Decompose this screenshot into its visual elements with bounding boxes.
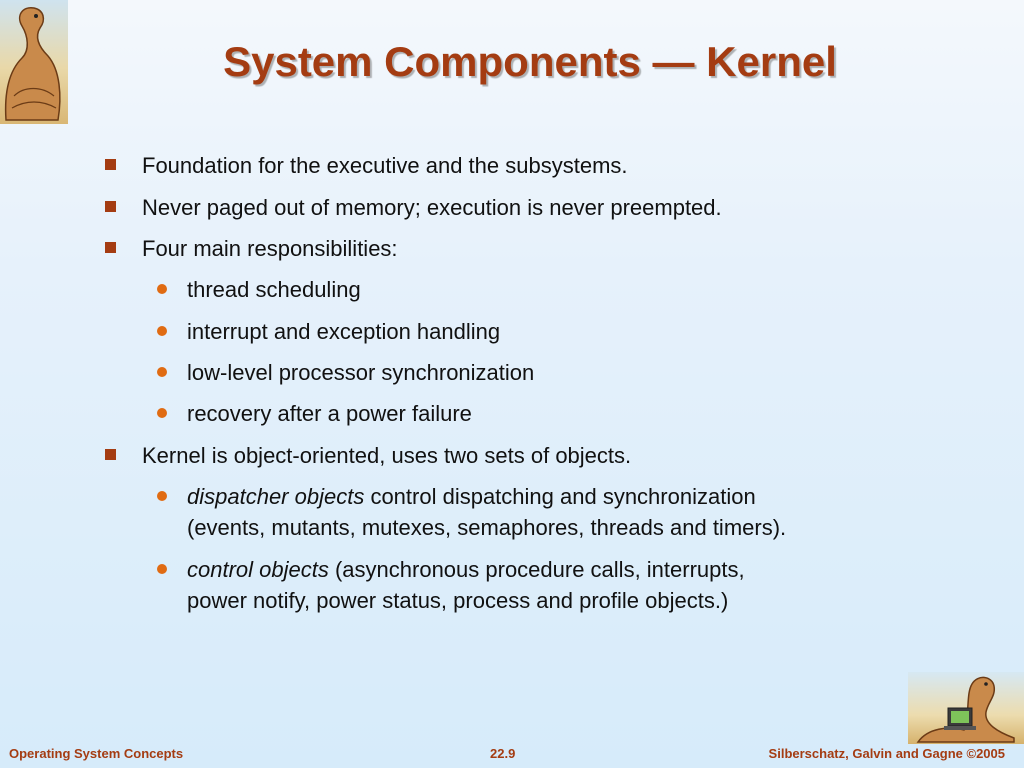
text-control-line2: power notify, power status, process and profile objects.) [187, 588, 729, 613]
text-dispatcher-rest: control dispatching and synchronization [364, 484, 756, 509]
sub-bullet-item: low-level processor synchronization [187, 357, 534, 388]
bullet-item: Foundation for the executive and the subsystems. [142, 150, 628, 181]
sub-bullet-item: recovery after a power failure [187, 398, 472, 429]
footer-copyright: Silberschatz, Galvin and Gagne ©2005 [768, 746, 1005, 761]
text-control-rest: (asynchronous procedure calls, interrupts, [328, 557, 745, 582]
term-control-objects: control objects [187, 557, 329, 582]
slide-title: System Components — Kernel [223, 38, 837, 85]
sub-bullet-control-objects [187, 554, 745, 616]
sub-bullet-item: interrupt and exception handling [187, 316, 500, 347]
dinosaur-laptop-logo [908, 672, 1024, 744]
bullet-item: Four main responsibilities: [142, 233, 398, 264]
term-dispatcher-objects: dispatcher objects [187, 484, 365, 509]
footer-slide-number: 22.9 [490, 746, 516, 761]
sub-bullet-item: thread scheduling [187, 274, 361, 305]
text-dispatcher-line2: (events, mutants, mutexes, semaphores, threads and timers). [187, 515, 787, 540]
bullet-item: Kernel is object-oriented, uses two sets of objects. [142, 440, 631, 471]
bullet-item: Never paged out of memory; execution is never preempted. [142, 192, 722, 223]
sub-bullet-dispatcher-objects [187, 481, 786, 543]
footer-course-title: Operating System Concepts [9, 746, 184, 761]
